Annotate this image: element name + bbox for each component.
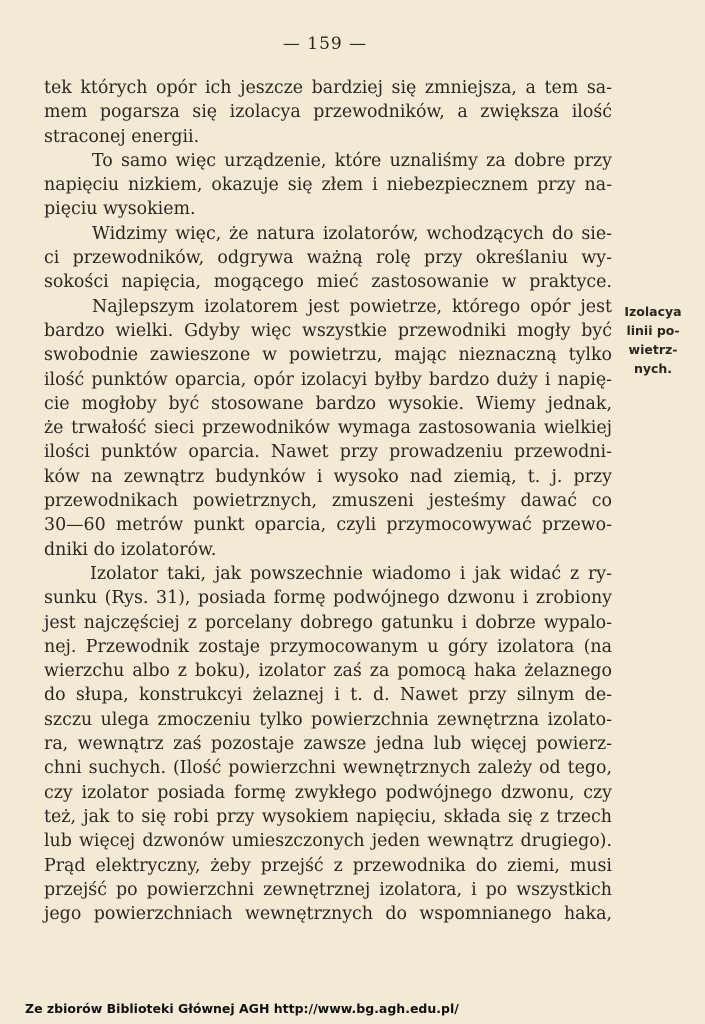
text-line: bardzo wielki. Gdyby więc wszystkie przewodniki mogły być [44,320,612,341]
margin-note-line: linii po- [626,323,680,338]
library-footer: Ze zbiorów Biblioteki Głównej AGH http://www.bg.agh.edu.pl/ [25,1001,459,1016]
text-line: pięciu wysokiem. [44,199,196,220]
margin-note-line: wietrz- [628,342,678,357]
text-line: do słupa, konstrukcyi żelaznej i t. d. Nawet przy silnym de- [44,685,612,706]
text-line: dniki do izolatorów. [44,539,217,560]
text-line: Prąd elektryczny, żeby przejść z przewodnika do ziemi, musi [44,855,612,876]
text-line: szczu ulega zmoczeniu tylko powierzchnia zewnętrzna izolato- [44,709,612,730]
text-line: czy izolator posiada formę zwykłego podwójnego dzwonu, czy [44,782,612,803]
text-line: 30—60 metrów punkt oparcia, czyli przymocowywać przewo- [44,515,612,536]
margin-note-line: nych. [633,361,673,376]
text-line: chni suchych. (Ilość powierzchni wewnętrznych zależy od tego, [44,758,612,779]
text-line: też, jak to się robi przy wysokiem napięciu, składa się z trzech [44,806,612,827]
text-line: To samo więc urządzenie, które uznaliśmy za dobre przy [92,150,612,171]
text-line: straconej energii. [44,126,200,147]
text-line: tek których opór ich jeszcze bardziej się zmniejsza, a tem sa- [44,78,612,98]
text-line: Najlepszym izolatorem jest powietrze, którego opór jest [92,296,612,317]
text-line: sunku (Rys. 31), posiada formę podwójnego dzwonu i zrobiony [44,588,612,609]
text-line: przewodnikach powietrznych, zmuszeni jesteśmy dawać co [44,491,612,512]
text-line: mem pogarsza się izolacya przewodników, a zwiększa ilość [44,102,612,123]
text-line: swobodnie zawieszone w powietrzu, mając nieznaczną tylko [44,345,612,366]
text-line: wierzchu albo z boku), izolator zaś za pomocą haka żelaznego [44,661,612,682]
page-number: — 159 — [282,34,368,54]
text-line: cie mogłoby być stosowane bardzo wysokie. Wiemy jednak, [44,393,612,414]
text-line: ków na zewnątrz budynków i wysoko nad ziemią, t. j. przy [44,466,612,487]
text-line: Izolator taki, jak powszechnie wiadomo i jak widać z ry- [90,563,612,584]
margin-note-line: Izolacya [624,304,682,319]
text-line: lub więcej dzwonów umieszczonych jeden wewnątrz drugiego). [44,831,612,852]
body-text [44,76,612,926]
text-line: przejść po powierzchni zewnętrznej izolatora, i po wszystkich [44,879,612,900]
text-line: Widzimy więc, że natura izolatorów, wchodzących do sie- [92,223,612,244]
text-line: ilość punktów oparcia, opór izolacyi byłby bardzo duży i napię- [44,369,612,390]
text-line: sokości napięcia, mogącego mieć zastosowanie w praktyce. [44,272,612,293]
text-line: ra, wewnątrz zaś pozostaje zawsze jedna lub więcej powierz- [44,734,612,755]
text-line: jest najczęściej z porcelany dobrego gatunku i dobrze wypalo- [44,612,612,633]
text-line: jego powierzchniach wewnętrznych do wspomnianego haka, [44,904,612,925]
text-line: ilości punktów oparcia. Nawet przy prowadzeniu przewodni- [44,442,612,463]
text-line: nej. Przewodnik zostaje przymocowanym u góry izolatora (na [44,636,612,657]
margin-note [618,302,688,378]
text-line: że trwałość sieci przewodników wymaga zastosowania wielkiej [44,418,612,439]
text-line: napięciu nizkiem, okazuje się złem i niebezpiecznem przy na- [44,175,612,196]
text-line: ci przewodników, odgrywa ważną rolę przy określaniu wy- [44,248,612,269]
